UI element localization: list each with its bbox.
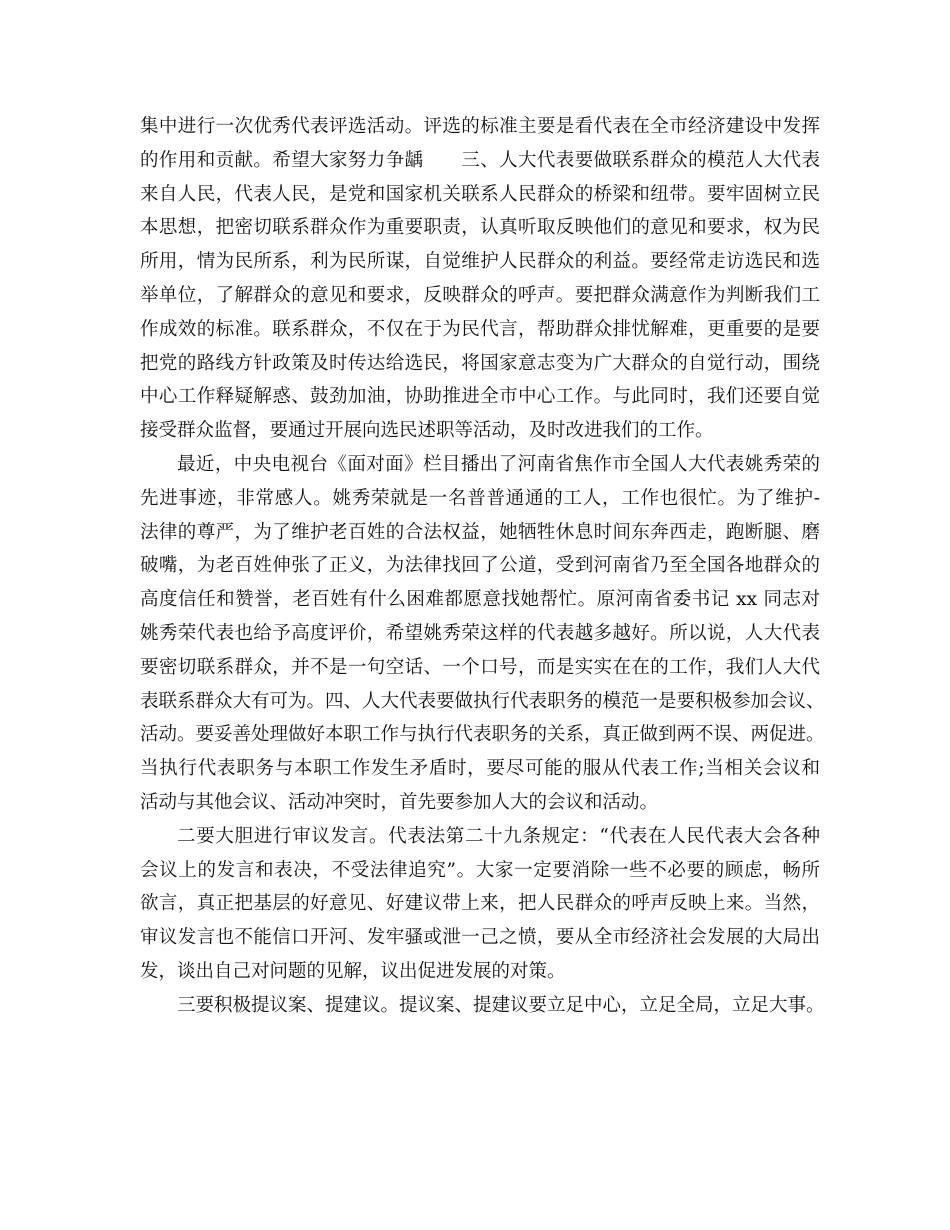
text-line: 活动与其他会议、活动冲突时，首先要参加人大的会议和活动。 xyxy=(140,791,659,813)
text-line: 欲言，真正把基层的好意见、好建议带上来，把人民群众的呼声反映上来。当然， xyxy=(140,893,820,915)
text-line: 要密切联系群众，并不是一句空话、一个口号，而是实实在在的工作，我们人大代 xyxy=(140,656,820,678)
text-line: 三要积极提议案、提建议。提议案、提建议要立足中心，立足全局，立足大事。 xyxy=(177,994,825,1016)
text-line: 当执行代表职务与本职工作发生矛盾时，要尽可能的服从代表工作;当相关会议和 xyxy=(140,758,820,780)
text-line: 表联系群众大有可为。四、人大代表要做执行代表职务的模范一是要积极参加会议、 xyxy=(140,690,825,712)
text-line: 举单位，了解群众的意见和要求，反映群众的呼声。要把群众满意作为判断我们工 xyxy=(140,284,820,306)
text-line: 二要大胆进行审议发言。代表法第二十九条规定：“代表在人民代表大会各种 xyxy=(177,825,820,847)
text-line: 作成效的标准。联系群众，不仅在于为民代言，帮助群众排忧解难，更重要的是要 xyxy=(140,318,820,340)
text-line: 所用，情为民所系，利为民所谋，自觉维护人民群众的利益。要经常走访选民和选 xyxy=(140,251,820,273)
text-line: 集中进行一次优秀代表评选活动。评选的标准主要是看代表在全市经济建设中发挥 xyxy=(140,116,820,137)
text-line: 中心工作释疑解惑、鼓劲加油，协助推进全市中心工作。与此同时，我们还要自觉 xyxy=(140,386,820,408)
text-line: 发，谈出自己对问题的见解，议出促进发展的对策。 xyxy=(140,960,566,982)
text-line: 把党的路线方针政策及时传达给选民，将国家意志变为广大群众的自觉行动，围绕 xyxy=(140,352,820,374)
paragraph xyxy=(140,989,825,1023)
paragraph xyxy=(140,448,825,820)
text-line: 会议上的发言和表决，不受法律追究”。大家一定要消除一些不必要的顾虑，畅所 xyxy=(140,859,820,881)
text-line: 的作用和贡献。希望大家努力争龋 三、人大代表要做联系群众的模范人大代表 xyxy=(140,149,820,171)
text-line: 接受群众监督，要通过开展向选民述职等活动，及时改进我们的工作。 xyxy=(140,420,714,442)
paragraph xyxy=(140,110,820,448)
text-line: 本思想，把密切联系群众作为重要职责，认真听取反映他们的意见和要求，权为民 xyxy=(140,217,820,239)
document-page xyxy=(140,110,825,1023)
text-line: 来自人民，代表人民，是党和国家机关联系人民群众的桥梁和纽带。要牢固树立民 xyxy=(140,183,820,205)
paragraph xyxy=(140,820,820,989)
text-line: 高度信任和赞誉，老百姓有什么困难都愿意找她帮忙。原河南省委书记 xx 同志对 xyxy=(140,589,820,611)
text-line: 最近，中央电视台《面对面》栏目播出了河南省焦作市全国人大代表姚秀荣的 xyxy=(177,453,820,475)
text-line: 先进事迹，非常感人。姚秀荣就是一名普普通通的工人，工作也很忙。为了维护- xyxy=(140,487,820,509)
text-line: 审议发言也不能信口开河、发牢骚或泄一己之愤，要从全市经济社会发展的大局出 xyxy=(140,927,820,949)
text-line: 法律的尊严，为了维护老百姓的合法权益，她牺牲休息时间东奔西走，跑断腿、磨 xyxy=(140,521,820,543)
text-line: 姚秀荣代表也给予高度评价，希望姚秀荣这样的代表越多越好。所以说，人大代表 xyxy=(140,622,820,644)
text-line: 破嘴，为老百姓伸张了正义，为法律找回了公道，受到河南省乃至全国各地群众的 xyxy=(140,555,820,577)
text-line: 活动。要妥善处理做好本职工作与执行代表职务的关系，真正做到两不误、两促进。 xyxy=(140,724,825,746)
